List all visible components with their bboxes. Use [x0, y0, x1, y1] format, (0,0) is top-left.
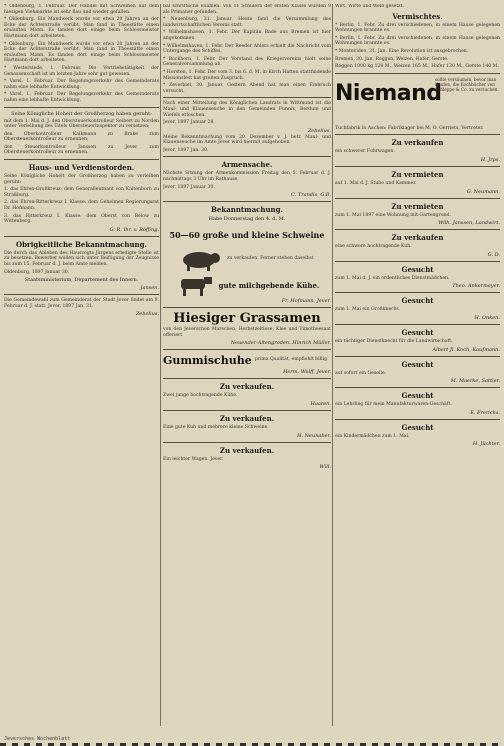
rent-text: auf 1. Mai d. J. Stube und Kammer. [335, 180, 417, 186]
news-item: * Oldenburg. Ein Mandwerk wurde vor etwa 20 Jahren an der Ecke der Achterstraße verübt. Man fand in Theestätte einen ersäuften Mann. Es fanden dort einige beim Schlossmeister Hartmann dort arbeiteten. [4, 41, 159, 64]
notice-item: den Oberkontrolleur Kalkmann zu Brake zum Obersteuerkontrolleur zu ernennen; [4, 131, 159, 143]
ad-text: Habe Donnerstag den 4. d. M. [208, 216, 286, 223]
news-item: * Oldenburg, 1. Februar. Der Handel mit Schweinen auf dem hiesigen Viehmarkte ist sehr flau und wieder gefallen. [4, 4, 159, 15]
news-item: * Bockhorn, 1. Febr. Der Vorstand des Kriegervereins hielt seine Generalversammlung ab. [163, 56, 331, 68]
news-item: * Neuenburg, 31. Januar. Heute fand die Versammlung des landwirtschaftlichen Vereins statt. [163, 17, 331, 28]
divider [335, 419, 500, 420]
divider [4, 107, 159, 108]
news-item: * Zeverbiel, 30. Januar. Gestern Abend hat man einen Einbruch versucht. [163, 83, 331, 94]
sale-text: eine schwere hochtragende Kuh. [335, 244, 412, 250]
divider [335, 73, 500, 74]
armen-signature: C. Trandis, G.B. [291, 192, 331, 199]
wanted-heading: Gesucht [401, 359, 434, 369]
divider [163, 201, 331, 202]
divider [4, 159, 159, 160]
sale-signature: Will. [319, 464, 331, 471]
divider [163, 378, 331, 379]
wanted-heading: Gesucht [401, 264, 434, 274]
niemand-side-text: sollte versäumen, bevor man Kaufen, die Kochbücher von Schleppe & Co. zu versuchen. [435, 76, 499, 92]
pig-ad-text: zu verkaufen. Ferner stehen daselbst [227, 256, 314, 262]
niemand-ad [335, 77, 500, 123]
wanted-heading: Gesucht [401, 422, 434, 432]
wanted-text: ein Kindermädchen zum 1. Mai. [335, 433, 410, 439]
wanted-text: ein tüchtiger Dienstknecht für die Landwirtschaft. [335, 338, 453, 344]
news-item: * Berlin, 1. Febr. Zu drei verschiedenen, in einem Hause gelegenen Wohnungen brannte es. [335, 35, 500, 47]
sale-heading: Zu verkaufen [391, 233, 444, 243]
rent-signature: G. Neumann. [466, 188, 500, 195]
divider [335, 356, 500, 357]
sale-text: Eine gute Kuh und mehrere kleine Schweine. [163, 425, 269, 431]
divider [335, 229, 500, 230]
pig-ad [163, 248, 331, 272]
divider [163, 410, 331, 411]
news-item: * Oldenburg. Ein Mandwerk wurde vor etwa 20 Jahren an der Ecke der Achterstraße verübt. Man fand in Theestätte einen ersäuften Mann. Es fanden dort einige beim Schlossmeister Hartmann dort arbeiteten. [4, 17, 159, 39]
ad-heading: Bekanntmachung. [211, 205, 283, 215]
wanted-signature: Theo. Ankermeyer. [452, 283, 500, 290]
sale-heading: Zu verkaufen. [219, 382, 275, 392]
wanted-signature: H. Jüchter. [472, 441, 500, 448]
wanted-heading: Gesucht [401, 296, 434, 306]
cow-ad-text: gute milchgebende Kühe. [218, 280, 320, 290]
announcement-date: Oldenburg, 1897 Januar 30. [4, 269, 70, 275]
section-text: 2. das Ehren-Ritterkreuz I. Klasse: dem Geheimen Regierungsrat Dr. Hofmann. [4, 200, 159, 212]
gummi-ad-text: prima Qualität, empfiehlt billig [254, 357, 327, 363]
column-right [335, 4, 500, 726]
page-footer: Jeversches Wochenblatt [4, 736, 71, 742]
cow-ad [163, 274, 331, 296]
notice-text: Nach einer Mitteilung des Königlichen Landrats in Wittmund ist die Maul- und Klauenseuche in den Gemeinden Funnix, Berdum und Wiefels erloschen. [163, 101, 331, 118]
sale-signature: H. Jrps. [480, 156, 500, 163]
notice-signature: Zebelius. [307, 127, 331, 134]
section-text: 3. das Ritterkreuz I. Klasse: dem Oberst von Below zu Wittenberg. [4, 213, 159, 225]
section-text: 1. das Ehren-Großkreuz: dem Generalleutnant von Kaltenborn zu Straßburg. [4, 187, 159, 198]
divider [163, 442, 331, 443]
pig-ad-headline: 50—60 große und kleine Schweine [169, 230, 325, 241]
notice-heading: Seine Königliche Hoheit der Großherzog haben geruht: [11, 110, 152, 117]
wanted-signature: H. Onken. [474, 314, 500, 321]
notice-date: Jever, 1897 Jan. 30. [163, 147, 209, 153]
sale-text: Ein leichter Wagen. Jever. [163, 456, 224, 462]
niemand-logo: Niemand [335, 80, 442, 106]
cow-ad-signature: Fr. Hofmann, Jever. [281, 298, 331, 305]
news-item: * Westerstede, 1. Februar. Die Vertriebstätigkeit der Genossenschaft ist im letzten Jahre sehr gut gewesen. [4, 65, 159, 77]
gummi-ad-signature: Herm. Wolff, Jever. [283, 369, 331, 376]
column-left [4, 4, 159, 726]
wanted-text: zum 1. Mai d. J. ein ordentliches Dienstmädchen. [335, 275, 450, 281]
pig-icon [177, 248, 223, 272]
news-item: * Horsten, 1. Febr. Der vom 3. bis 6. d. M. in Kirch Hatten stattfindende Missionsfest hat großen Zuspruch. [163, 69, 331, 81]
news-item: * Wilhelmshaven, 1. Febr. Der Kapitän Bade aus Bremen ist hier angekommen. [163, 30, 331, 41]
wanted-signature: Albert Jl. Koch, Kaufmann. [432, 346, 500, 353]
column-rule [332, 4, 333, 726]
announcement-text: Die Gemeindewahl zum Gemeinderat der Stadt Jever findet am 9. Februar d. J. statt. Jever, 1897 Jan. 31. [4, 298, 159, 309]
niemand-ad-text: Tuchfabrik in Aachen: Fabriklager bei M. O. Gerriets, Vertreter. [335, 125, 484, 131]
sale-text: ein schwerer Fuhrwagen. [335, 149, 395, 155]
wanted-signature: M. Maerke, Sattler. [450, 378, 500, 385]
rent-text: zum 1. Mai 1897 eine Wohnung mit Gartengrund. [335, 212, 452, 218]
divider [163, 97, 331, 98]
rent-heading: Zu vermieten [391, 169, 444, 179]
column-rule [160, 4, 161, 726]
notice-date: Jever, 1897 Januar 28. [163, 120, 215, 126]
market-text: Roggen 1000 kg 128 M., Weizen 165 M., Hafer 130 M., Gerste 140 M. [335, 64, 499, 70]
divider [335, 261, 500, 262]
sale-text: Zwei junge hochtragende Kühe. [163, 393, 238, 399]
announcement-heading: Obrigkeitliche Bekanntmachung. [16, 239, 147, 249]
gummi-ad-headline: Gummischuhe [163, 354, 252, 368]
armen-date: Jever, 1897 Januar 30. [163, 184, 215, 190]
divider [335, 324, 500, 325]
wanted-text: auf sofort ein Geselle. [335, 370, 387, 376]
wanted-heading: Gesucht [401, 391, 434, 401]
grass-ad-signature: Neuender-Altengroden. Hinrich Müller. [230, 340, 331, 347]
sale-heading: Zu verkaufen. [219, 445, 275, 455]
wanted-text: zum 1. Mai ein Großknecht. [335, 307, 401, 313]
divider [4, 294, 159, 295]
armen-heading: Armensache. [221, 160, 273, 170]
cow-icon [175, 274, 215, 296]
divider [335, 387, 500, 388]
announcement-signature: Jansen. [140, 285, 159, 292]
divider [163, 307, 331, 308]
wanted-heading: Gesucht [401, 327, 434, 337]
market-heading: Bremen, 30. Jan. Roggen, Weizen, Hafer, Gerste. [335, 56, 449, 62]
grass-ad-text: von den Jeverschen Marschen, Herbstzeitlose, Klee und Timotheesaat offeriert [163, 327, 331, 338]
gummi-ad [163, 353, 331, 368]
divider [335, 292, 500, 293]
news-item: bal schriftliche Examen. Von 11 Schülern der ersten Klasse wurden 9 als Primaner gefunden. [163, 4, 331, 15]
column-middle [163, 4, 331, 726]
sale-signature: H. Neunaber. [297, 432, 331, 439]
sale-signature: G. D. [487, 251, 500, 258]
sale-signature: Haaren. [310, 401, 331, 408]
divider [335, 166, 500, 167]
news-item: Wirt, Wirte und Weib gesetzt. [335, 4, 404, 9]
armen-text: Nächste Sitzung der Armenkommission Freitag den 5. Februar d. J. nachmittags 3 Uhr im Rathause. [163, 171, 331, 183]
rent-signature: Wilh. Janssen, Landwirt. [438, 220, 500, 227]
divider [335, 134, 500, 135]
grass-ad-headline: Hiesiger Grassamen [173, 311, 321, 327]
announcement-office: Staatsministerium, Departement des Innern. [24, 277, 139, 284]
notice-item: den Steuerkontrolleur Janssen zu Jever zum Obersteuerkontrolleur zu ernennen. [4, 144, 159, 156]
news-item: * Varel, 1. Februar. Der Regelungsverkehr des Gemeinderats nahm eine lebhafte Entwicklung. [4, 79, 159, 90]
news-item: * Varel, 1. Februar. Der Regelungsverkehr des Gemeinderats nahm eine lebhafte Entwicklung. [4, 92, 159, 103]
announcement-signature: Zebelius. [135, 311, 159, 318]
news-item: * Wilhelmshaven, 1. Febr. Der Reeder Ahlers erhielt die Nachricht vom Untergange des Schiffes. [163, 43, 331, 55]
divider [335, 198, 500, 199]
news-item: * Berlin, 1. Febr. Zu drei verschiedenen, in einem Hause gelegenen Wohnungen brannte es. [335, 22, 500, 34]
rent-heading: Zu vermieten [391, 201, 444, 211]
sale-heading: Zu verkaufen. [219, 414, 275, 424]
notice-item: mit dem 1. Mai d. J. den Obersteuerkontrolleur Seibert zu Norden unter Verleihung des Titels Obersteuerinspektor zu versetzen; [4, 118, 159, 130]
announcement-text: Die durch das Ableben des Hausvogts Jürgens erledigte Stelle ist zu besetzen. Bewerber wollen sich unter Beifügung der Zeugnisse bis zum 15. Februar d. J. beim Amte melden. [4, 250, 159, 267]
divider [163, 349, 331, 350]
section-heading: Haus- und Verdienstorden. [28, 163, 135, 173]
wanted-text: ein Lehrling für mein Manufakturwaren-Geschäft. [335, 402, 452, 408]
wanted-signature: E. Frerichs. [470, 409, 500, 416]
section-heading: Vermischtes. [392, 11, 443, 21]
news-item: * Montevideo, 31. Jan. Eine Revolution ist ausgebrochen. [335, 48, 469, 54]
section-signature: G. R. Ihr. v. Röffing. [109, 226, 159, 233]
sale-heading: Zu verkaufen [391, 138, 444, 148]
divider [163, 156, 331, 157]
notice-text: Meine Bekanntmachung vom 20. Dezember v. J. betr. Maul- und Klauenseuche im Amte Jever wird hiermit aufgehoben. [163, 134, 331, 146]
divider [4, 236, 159, 237]
section-text: Seine Königliche Hoheit der Großherzog haben zu verleihen geruht: [4, 174, 159, 185]
